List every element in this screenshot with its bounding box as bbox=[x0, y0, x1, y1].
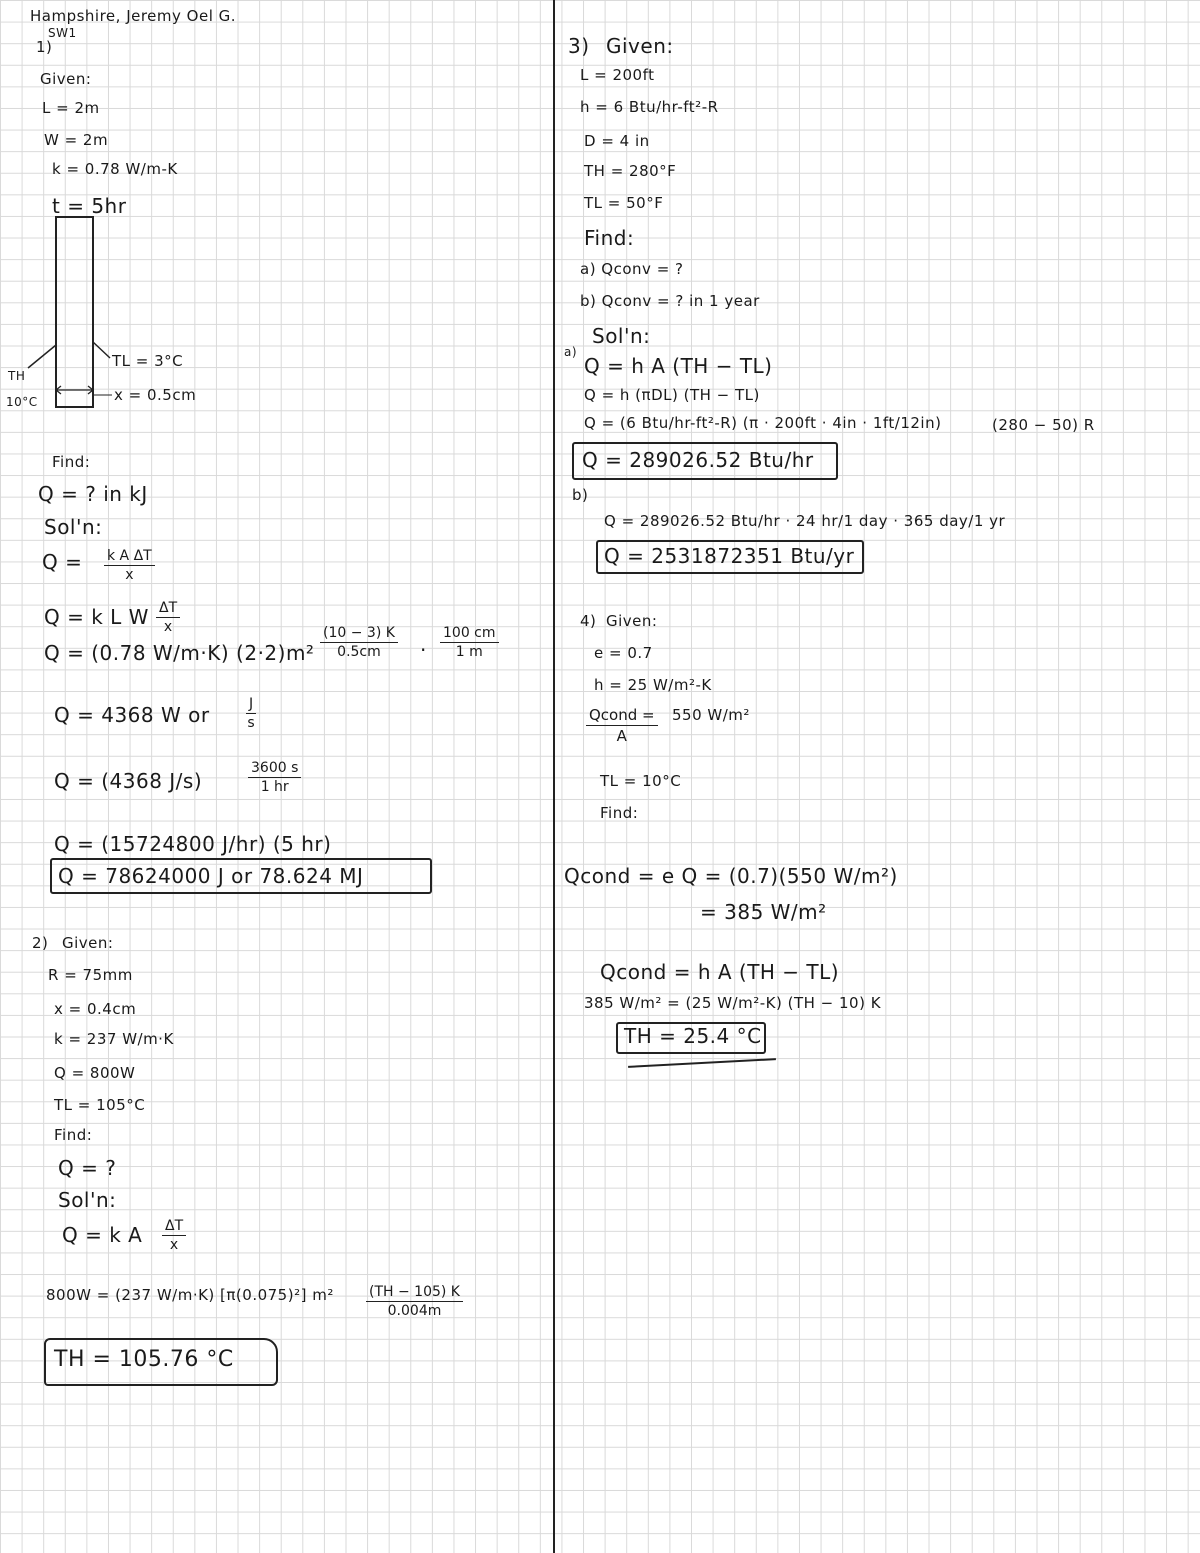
p1-given-width: W = 2m bbox=[44, 131, 109, 149]
p2-step2-fraction bbox=[366, 1284, 463, 1319]
p4-answer-underline bbox=[628, 1058, 776, 1068]
p4-step3: Qcond = h A (TH − TL) bbox=[600, 960, 840, 984]
p1-step4-den: s bbox=[247, 715, 255, 731]
problem-2-find: Q = ? bbox=[58, 1156, 117, 1180]
p1-step2-fraction bbox=[156, 600, 180, 635]
p1-step3-fraction-1 bbox=[320, 625, 398, 660]
p4-answer: TH = 25.4 °C bbox=[624, 1024, 762, 1048]
p1-given-time: t = 5hr bbox=[52, 194, 127, 218]
problem-1-find-label: Find: bbox=[52, 453, 91, 471]
p3-step2: Q = h (πDL) (TH − TL) bbox=[584, 386, 760, 404]
problem-1-soln-label: Sol'n: bbox=[44, 515, 103, 539]
p1-answer: Q = 78624000 J or 78.624 MJ bbox=[58, 864, 364, 888]
problem-2-number: 2) bbox=[32, 934, 49, 952]
p4-step1: Qcond = e Q = (0.7)(550 W/m²) bbox=[564, 864, 898, 888]
p3-step3-side: (280 − 50) R bbox=[992, 416, 1095, 434]
problem-4-given-label: Given: bbox=[606, 612, 658, 630]
p1-step3-lhs: Q = (0.78 W/m·K) (2·2)m² bbox=[44, 641, 315, 665]
p2-step1-lhs: Q = k A bbox=[62, 1223, 143, 1247]
p2-step2-lhs: 800W = (237 W/m·K) [π(0.075)²] m² bbox=[46, 1286, 334, 1304]
problem-2-soln-label: Sol'n: bbox=[58, 1188, 117, 1212]
p2-given-heat: Q = 800W bbox=[54, 1064, 136, 1082]
p1-step4-num: J bbox=[246, 696, 256, 714]
p4-qcond-value: 550 W/m² bbox=[672, 706, 750, 724]
p1-step3-den-1: 0.5cm bbox=[337, 644, 381, 660]
p3-answer-a: Q = 289026.52 Btu/hr bbox=[582, 448, 814, 472]
p3-answer-b: Q = 2531872351 Btu/yr bbox=[604, 544, 855, 568]
problem-2-find-label: Find: bbox=[54, 1126, 93, 1144]
p1-step3-num-2: 100 cm bbox=[440, 625, 499, 643]
p4-step2: = 385 W/m² bbox=[700, 900, 827, 924]
diagram-x-label: x = 0.5cm bbox=[114, 386, 197, 404]
p2-answer: TH = 105.76 °C bbox=[54, 1347, 234, 1372]
p1-step3-fraction-2 bbox=[440, 625, 499, 660]
p2-step1-fraction bbox=[162, 1218, 186, 1253]
p2-given-tl: TL = 105°C bbox=[54, 1096, 146, 1114]
student-name: Hampshire, Jeremy Oel G. bbox=[30, 7, 237, 25]
p3-part-b-label: b) bbox=[572, 486, 589, 504]
p1-step5-fraction bbox=[248, 760, 301, 795]
problem-3-soln-label: Sol'n: bbox=[592, 324, 651, 348]
p3-part-a-label: a) bbox=[564, 345, 578, 359]
p3-find-b: b) Qconv = ? in 1 year bbox=[580, 292, 760, 310]
p1-step1-lhs: Q = bbox=[42, 550, 83, 574]
p4-given-tl: TL = 10°C bbox=[600, 772, 682, 790]
diagram-tl-label: TL = 3°C bbox=[112, 352, 184, 370]
p2-step2-num: (TH − 105) K bbox=[366, 1284, 463, 1302]
problem-3-find-label: Find: bbox=[584, 226, 635, 250]
section-label: SW1 bbox=[48, 26, 77, 40]
p4-qcond-fraction bbox=[586, 706, 658, 745]
problem-3-number: 3) bbox=[568, 34, 590, 58]
p3-given-th: TH = 280°F bbox=[584, 162, 677, 180]
p3-step3: Q = (6 Btu/hr-ft²-R) (π · 200ft · 4in · 1ft/12in) bbox=[584, 414, 942, 432]
p1-step1-den: x bbox=[125, 567, 134, 583]
problem-3-given-label: Given: bbox=[606, 34, 674, 58]
p1-step2-lhs: Q = k L W bbox=[44, 605, 149, 629]
p1-step2-den: x bbox=[163, 619, 173, 635]
p4-qcond-label: Qcond = bbox=[586, 706, 658, 726]
p4-qcond-den: A bbox=[616, 727, 627, 745]
p2-step1-den: x bbox=[169, 1237, 179, 1253]
p4-given-h: h = 25 W/m²-K bbox=[594, 676, 712, 694]
p2-given-radius: R = 75mm bbox=[48, 966, 133, 984]
p1-step3-dot: · bbox=[420, 638, 427, 662]
p1-step4-fraction bbox=[246, 696, 256, 731]
p1-step5-num: 3600 s bbox=[248, 760, 301, 778]
p1-step4: Q = 4368 W or bbox=[54, 703, 210, 727]
column-divider bbox=[553, 0, 555, 1553]
p1-given-conductivity: k = 0.78 W/m-K bbox=[52, 160, 178, 178]
p1-step2-num: ΔT bbox=[156, 600, 180, 618]
p4-given-emissivity: e = 0.7 bbox=[594, 644, 653, 662]
problem-4-find-label: Find: bbox=[600, 804, 639, 822]
p3-given-h: h = 6 Btu/hr-ft²-R bbox=[580, 98, 719, 116]
p3-find-a: a) Qconv = ? bbox=[580, 260, 684, 278]
p3-given-tl: TL = 50°F bbox=[584, 194, 664, 212]
problem-1-number: 1) bbox=[36, 38, 53, 56]
p1-step1-num: k A ΔT bbox=[104, 548, 155, 566]
p1-step6: Q = (15724800 J/hr) (5 hr) bbox=[54, 832, 332, 856]
problem-2-given-label: Given: bbox=[62, 934, 114, 952]
p4-step4: 385 W/m² = (25 W/m²-K) (TH − 10) K bbox=[584, 994, 882, 1012]
p3-given-length: L = 200ft bbox=[580, 66, 655, 84]
p2-step2-den: 0.004m bbox=[387, 1303, 442, 1319]
p3-step1: Q = h A (TH − TL) bbox=[584, 354, 773, 378]
problem-1-given-label: Given: bbox=[40, 70, 92, 88]
p2-given-thickness: x = 0.4cm bbox=[54, 1000, 137, 1018]
p1-given-length: L = 2m bbox=[42, 99, 100, 117]
p1-step3-den-2: 1 m bbox=[455, 644, 483, 660]
diagram-th-label: TH bbox=[8, 369, 26, 383]
p1-step5-lhs: Q = (4368 J/s) bbox=[54, 769, 203, 793]
problem-4-number: 4) bbox=[580, 612, 597, 630]
problem-1-find: Q = ? in kJ bbox=[38, 482, 148, 506]
p2-step1-num: ΔT bbox=[162, 1218, 186, 1236]
diagram-th-value: 10°C bbox=[6, 395, 38, 409]
p1-step3-num-1: (10 − 3) K bbox=[320, 625, 398, 643]
p2-given-conductivity: k = 237 W/m·K bbox=[54, 1030, 174, 1048]
p1-step1-fraction bbox=[104, 548, 155, 583]
p3-given-diameter: D = 4 in bbox=[584, 132, 650, 150]
p3-step4: Q = 289026.52 Btu/hr · 24 hr/1 day · 365 day/1 yr bbox=[604, 512, 1006, 530]
p1-step5-den: 1 hr bbox=[260, 779, 289, 795]
